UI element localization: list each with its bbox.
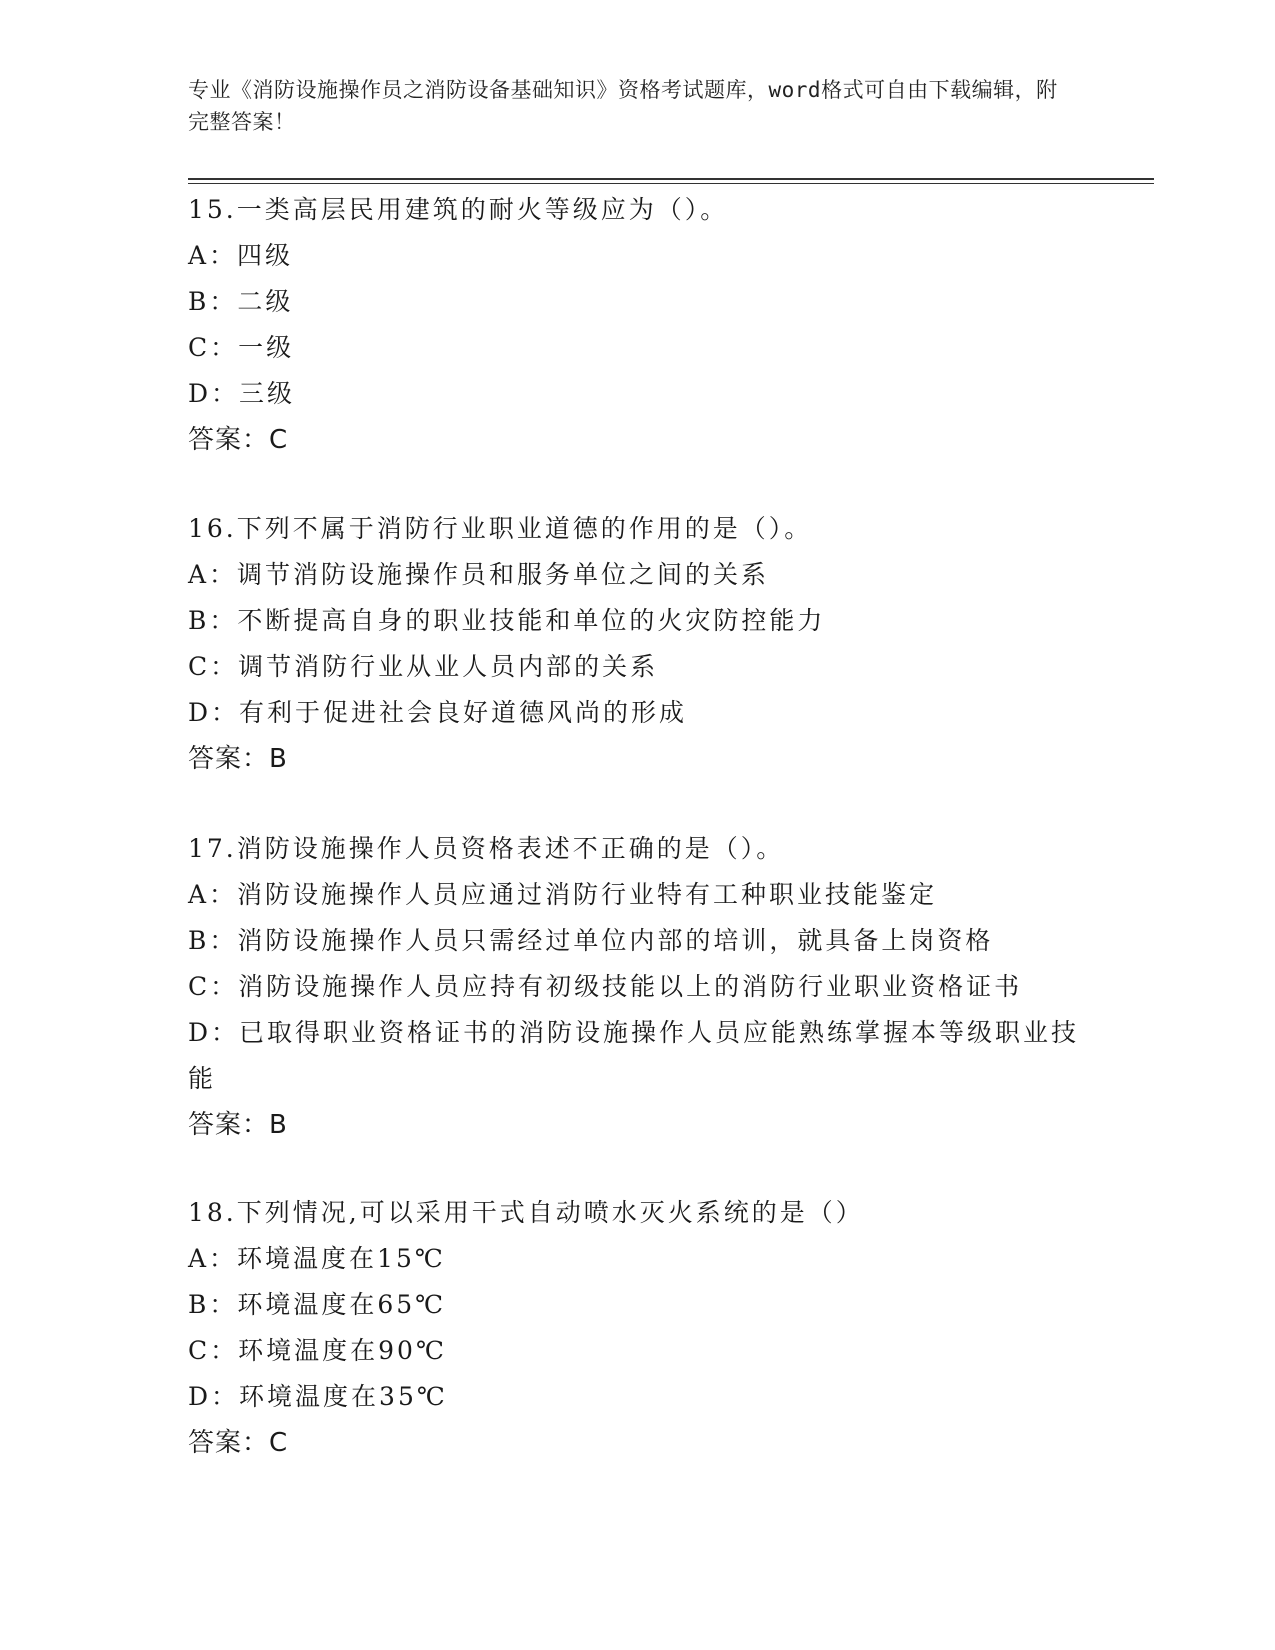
option-d: D：已取得职业资格证书的消防设施操作人员应能熟练掌握本等级职业技能: [188, 1018, 1080, 1093]
question-15: [188, 187, 1088, 463]
option-d: D：有利于促进社会良好道德风尚的形成: [188, 698, 688, 727]
header-divider-thin: [188, 183, 1154, 184]
answer: 答案：B: [188, 744, 288, 774]
question-stem: 18.下列情况,可以采用干式自动喷水灭火系统的是（）: [188, 1198, 864, 1227]
answer: 答案：C: [188, 1428, 289, 1458]
answer: 答案：C: [188, 425, 289, 455]
question-stem: 16.下列不属于消防行业职业道德的作用的是（）。: [188, 514, 813, 543]
question-17: [188, 826, 1088, 1148]
document-header: 专业《消防设施操作员之消防设备基础知识》资格考试题库，word格式可自由下载编辑，附完整答案！: [188, 78, 1058, 134]
option-a: A：四级: [188, 241, 294, 270]
option-b: B：二级: [188, 287, 294, 316]
option-d: D：环境温度在35℃: [188, 1382, 448, 1411]
option-b: B：消防设施操作人员只需经过单位内部的培训，就具备上岗资格: [188, 926, 994, 955]
option-a: A：消防设施操作人员应通过消防行业特有工种职业技能鉴定: [188, 880, 938, 909]
question-18: [188, 1190, 1088, 1466]
option-b: B：环境温度在65℃: [188, 1290, 447, 1319]
option-d: D：三级: [188, 379, 296, 408]
option-a: A：调节消防设施操作员和服务单位之间的关系: [188, 560, 770, 589]
option-a: A：环境温度在15℃: [188, 1244, 446, 1273]
option-c: C：一级: [188, 333, 295, 362]
option-b: B：不断提高自身的职业技能和单位的火灾防控能力: [188, 606, 826, 635]
answer: 答案：B: [188, 1110, 288, 1140]
question-stem: 17.消防设施操作人员资格表述不正确的是（）。: [188, 834, 785, 863]
option-c: C：调节消防行业从业人员内部的关系: [188, 652, 659, 681]
question-16: [188, 506, 1088, 782]
question-stem: 15.一类高层民用建筑的耐火等级应为（）。: [188, 195, 729, 224]
option-c: C：消防设施操作人员应持有初级技能以上的消防行业职业资格证书: [188, 972, 1023, 1001]
header-divider: [188, 178, 1154, 180]
option-c: C：环境温度在90℃: [188, 1336, 447, 1365]
